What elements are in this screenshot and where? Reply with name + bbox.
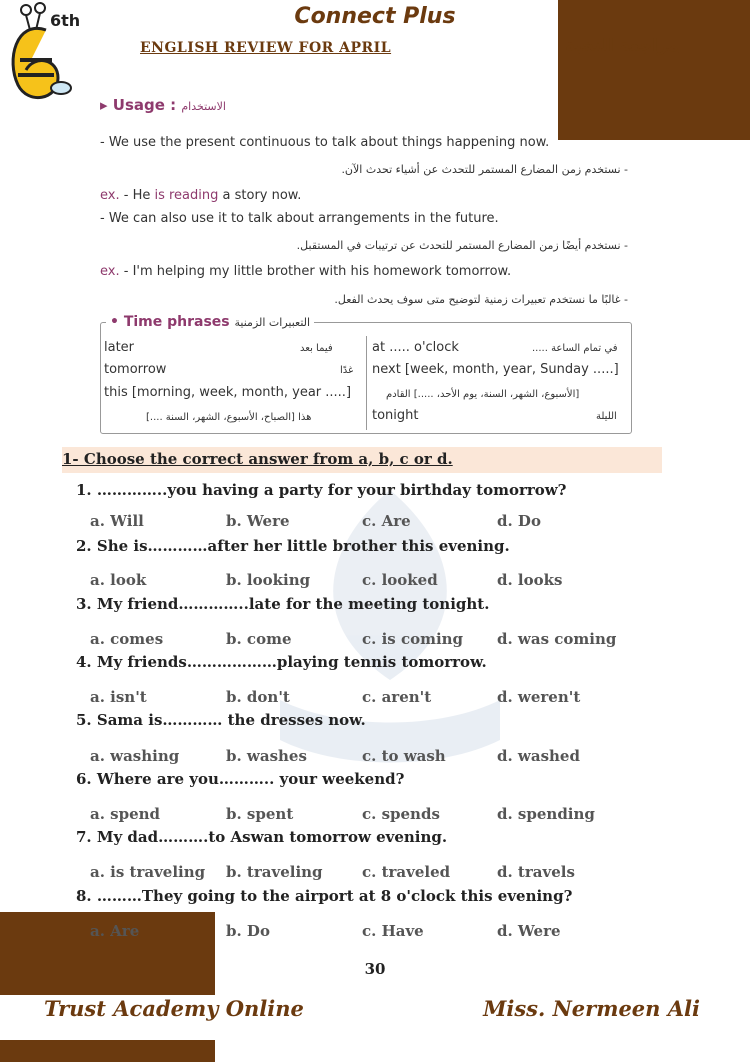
time-phrases-label-ar: التعبيرات الزمنية: [234, 316, 311, 329]
usage-example-2: [100, 264, 511, 279]
question-4: 4. My friends………………playing tennis tomorrow.: [76, 653, 487, 671]
option-a[interactable]: a. isn't: [90, 688, 147, 706]
triangle-icon: ▸: [100, 96, 108, 114]
example-verb: is reading: [154, 188, 219, 203]
usage-line-1: - We use the present continuous to talk about things happening now.: [100, 135, 550, 150]
logo-text: 6th: [50, 11, 81, 30]
option-d[interactable]: d. Do: [497, 512, 541, 530]
question-6: 6. Where are you……….. your weekend?: [76, 770, 405, 788]
brand-title: Connect Plus: [294, 4, 456, 29]
option-a[interactable]: a. spend: [90, 805, 161, 823]
option-d[interactable]: d. washed: [497, 747, 580, 765]
footer-teacher: Miss. Nermeen Ali: [483, 996, 700, 1021]
time-phrases-label: Time phrases: [123, 314, 230, 330]
option-b[interactable]: b. washes: [226, 747, 307, 765]
option-b[interactable]: b. come: [226, 630, 292, 648]
question-2: 2. She is…………after her little brother this evening.: [76, 537, 510, 555]
usage-heading-label: Usage :: [112, 96, 177, 114]
example-post: a story now.: [218, 188, 302, 203]
tp-left-ar: غدًا: [340, 365, 354, 376]
option-c[interactable]: c. to wash: [362, 747, 446, 765]
question-8: 8. ………They going to the airport at 8 o'clock this evening?: [76, 887, 573, 905]
tp-right-en: tonight: [372, 408, 419, 423]
option-c[interactable]: c. Are: [362, 512, 411, 530]
option-d[interactable]: d. Were: [497, 922, 561, 940]
usage-line-1-ar: - نستخدم زمن المضارع المستمر للتحدث عن أشياء تحدث الآن.: [341, 163, 628, 176]
tp-right-ar: [الأسبوع، الشهر، السنة، يوم الأحد، .....] القادم: [386, 389, 580, 400]
question-5: 5. Sama is………… the dresses now.: [76, 711, 366, 729]
usage-line-2: - We can also use it to talk about arrangements in the future.: [100, 211, 499, 226]
option-b[interactable]: b. traveling: [226, 863, 323, 881]
arabic-tag: مراجعة النخبة: [565, 36, 679, 56]
question-7: 7. My dad……….to Aswan tomorrow evening.: [76, 828, 448, 846]
option-d[interactable]: d. travels: [497, 863, 575, 881]
option-d[interactable]: d. spending: [497, 805, 595, 823]
tp-left-ar: فيما بعد: [300, 343, 333, 354]
option-a[interactable]: a. washing: [90, 747, 180, 765]
option-a[interactable]: a. comes: [90, 630, 164, 648]
usage-heading-ar: الاستخدام: [181, 100, 226, 113]
option-d[interactable]: d. was coming: [497, 630, 617, 648]
option-c[interactable]: c. spends: [362, 805, 440, 823]
example-text: - I'm helping my little brother with his homework tomorrow.: [123, 264, 512, 279]
option-d[interactable]: d. looks: [497, 571, 563, 589]
footer-academy: Trust Academy Online: [44, 996, 304, 1021]
tp-left-en: later: [104, 340, 135, 355]
option-a[interactable]: a. is traveling: [90, 863, 206, 881]
usage-example-1: [100, 188, 301, 203]
page-number: 30: [364, 960, 386, 978]
usage-line-3-ar: - غالبًا ما نستخدم تعبيرات زمنية لتوضيح متى سوف يحدث الفعل.: [334, 293, 628, 306]
option-a[interactable]: a. Will: [90, 512, 144, 530]
time-phrases-heading: [106, 314, 314, 330]
example-label: ex.: [100, 264, 120, 279]
option-b[interactable]: b. spent: [226, 805, 294, 823]
tp-left-ar: هذا [الصباح، الأسبوع، الشهر، السنة ....]: [146, 412, 312, 423]
option-a[interactable]: a. Are: [90, 922, 140, 940]
tp-right-ar: الليلة: [596, 411, 617, 422]
example-pre: - He: [123, 188, 155, 203]
option-a[interactable]: a. look: [90, 571, 147, 589]
option-c[interactable]: c. looked: [362, 571, 438, 589]
bullet-icon: •: [110, 314, 119, 330]
tp-right-en: next [week, month, year, Sunday .....]: [372, 362, 619, 377]
example-label: ex.: [100, 188, 120, 203]
tp-right-ar: في تمام الساعة .....: [532, 343, 618, 354]
question-3: 3. My friend…………..late for the meeting tonight.: [76, 595, 490, 613]
exercise-title: 1- Choose the correct answer from a, b, c or d.: [62, 450, 453, 468]
option-c[interactable]: c. Have: [362, 922, 424, 940]
tp-left-en: tomorrow: [104, 362, 167, 377]
option-b[interactable]: b. don't: [226, 688, 290, 706]
option-b[interactable]: b. Were: [226, 512, 290, 530]
option-c[interactable]: c. is coming: [362, 630, 464, 648]
tp-left-en: this [morning, week, month, year .....]: [104, 385, 352, 400]
usage-heading: [100, 96, 226, 114]
tp-right-en: at ..... o'clock: [372, 340, 459, 355]
usage-line-2-ar: - نستخدم أيضًا زمن المضارع المستمر للتحدث عن ترتيبات في المستقبل.: [296, 239, 628, 252]
question-1: 1. …………..you having a party for your birthday tomorrow?: [76, 481, 567, 499]
option-d[interactable]: d. weren't: [497, 688, 581, 706]
review-title: ENGLISH REVIEW FOR APRIL: [140, 40, 392, 56]
option-b[interactable]: b. looking: [226, 571, 311, 589]
option-c[interactable]: c. traveled: [362, 863, 451, 881]
option-b[interactable]: b. Do: [226, 922, 270, 940]
time-phrases-divider: [366, 336, 367, 430]
option-c[interactable]: c. aren't: [362, 688, 432, 706]
